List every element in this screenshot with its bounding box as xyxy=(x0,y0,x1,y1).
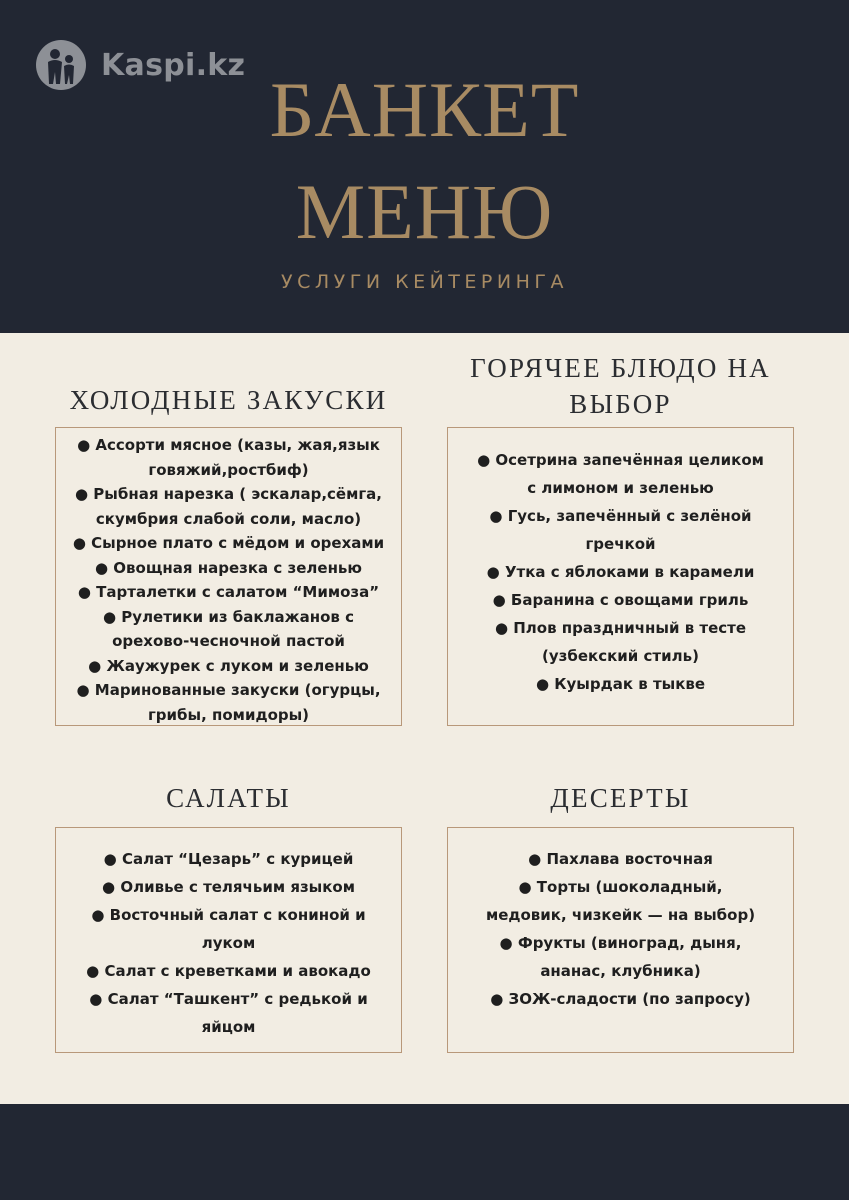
section-title-desserts: ДЕСЕРТЫ xyxy=(550,783,691,813)
menu-box-hot xyxy=(447,427,794,726)
menu-item: ● Жаужурек с луком и зеленью xyxy=(68,654,389,679)
menu-list-salads xyxy=(56,845,401,1041)
menu-item: ● Овощная нарезка с зеленью xyxy=(68,556,389,581)
menu-item: ● Утка с яблоками в карамели xyxy=(472,558,769,586)
menu-item: ● Пахлава восточная xyxy=(478,845,763,873)
page-title-line1: БАНКЕТ xyxy=(269,66,580,153)
section-title-hot: ГОРЯЧЕЕ БЛЮДО НА ВЫБОР xyxy=(470,353,771,419)
menu-item: ● Куырдак в тыкве xyxy=(472,670,769,698)
section-title-salads: САЛАТЫ xyxy=(166,783,291,813)
menu-item: ● Фрукты (виноград, дыня, ананас, клубника) xyxy=(478,929,763,985)
menu-item: ● Тарталетки с салатом “Мимоза” xyxy=(68,580,389,605)
menu-box-desserts xyxy=(447,827,794,1053)
menu-item: ● Сырное плато с мёдом и орехами xyxy=(68,531,389,556)
section-title-cold: ХОЛОДНЫЕ ЗАКУСКИ xyxy=(69,385,388,415)
page-subtitle: УСЛУГИ КЕЙТЕРИНГА xyxy=(281,271,568,293)
menu-item: ● Салат “Цезарь” с курицей xyxy=(84,845,373,873)
menu-list-desserts xyxy=(448,845,793,1013)
menu-item: ● Восточный салат с кониной и луком xyxy=(84,901,373,957)
menu-box-salads xyxy=(55,827,402,1053)
header-banner xyxy=(0,0,849,333)
menu-item: ● Салат с креветками и авокадо xyxy=(84,957,373,985)
menu-item: ● Баранина с овощами гриль xyxy=(472,586,769,614)
menu-item: ● Оливье с телячьим языком xyxy=(84,873,373,901)
menu-list-cold xyxy=(56,433,401,727)
menu-item: ● Плов праздничный в тесте (узбекский стиль) xyxy=(472,614,769,670)
menu-item: ● ЗОЖ-сладости (по запросу) xyxy=(478,985,763,1013)
footer-band xyxy=(0,1104,849,1200)
menu-item: ● Маринованные закуски (огурцы, грибы, помидоры) xyxy=(68,678,389,727)
menu-item: ● Гусь, запечённый с зелёной гречкой xyxy=(472,502,769,558)
menu-box-cold xyxy=(55,427,402,726)
menu-item: ● Салат “Ташкент” с редькой и яйцом xyxy=(84,985,373,1041)
menu-item: ● Рулетики из баклажанов с орехово-чесночной пастой xyxy=(68,605,389,654)
menu-item: ● Рыбная нарезка ( эскалар,сёмга, скумбрия слабой соли, масло) xyxy=(68,482,389,531)
menu-list-hot xyxy=(448,446,793,698)
page-title-line2: МЕНЮ xyxy=(295,168,554,255)
menu-item: ● Осетрина запечённая целиком с лимоном и зеленью xyxy=(472,446,769,502)
kaspi-logo-text: Kaspi.kz xyxy=(101,47,246,83)
menu-item: ● Торты (шоколадный, медовик, чизкейк — на выбор) xyxy=(478,873,763,929)
menu-item: ● Ассорти мясное (казы, жая,язык говяжий,ростбиф) xyxy=(68,433,389,482)
